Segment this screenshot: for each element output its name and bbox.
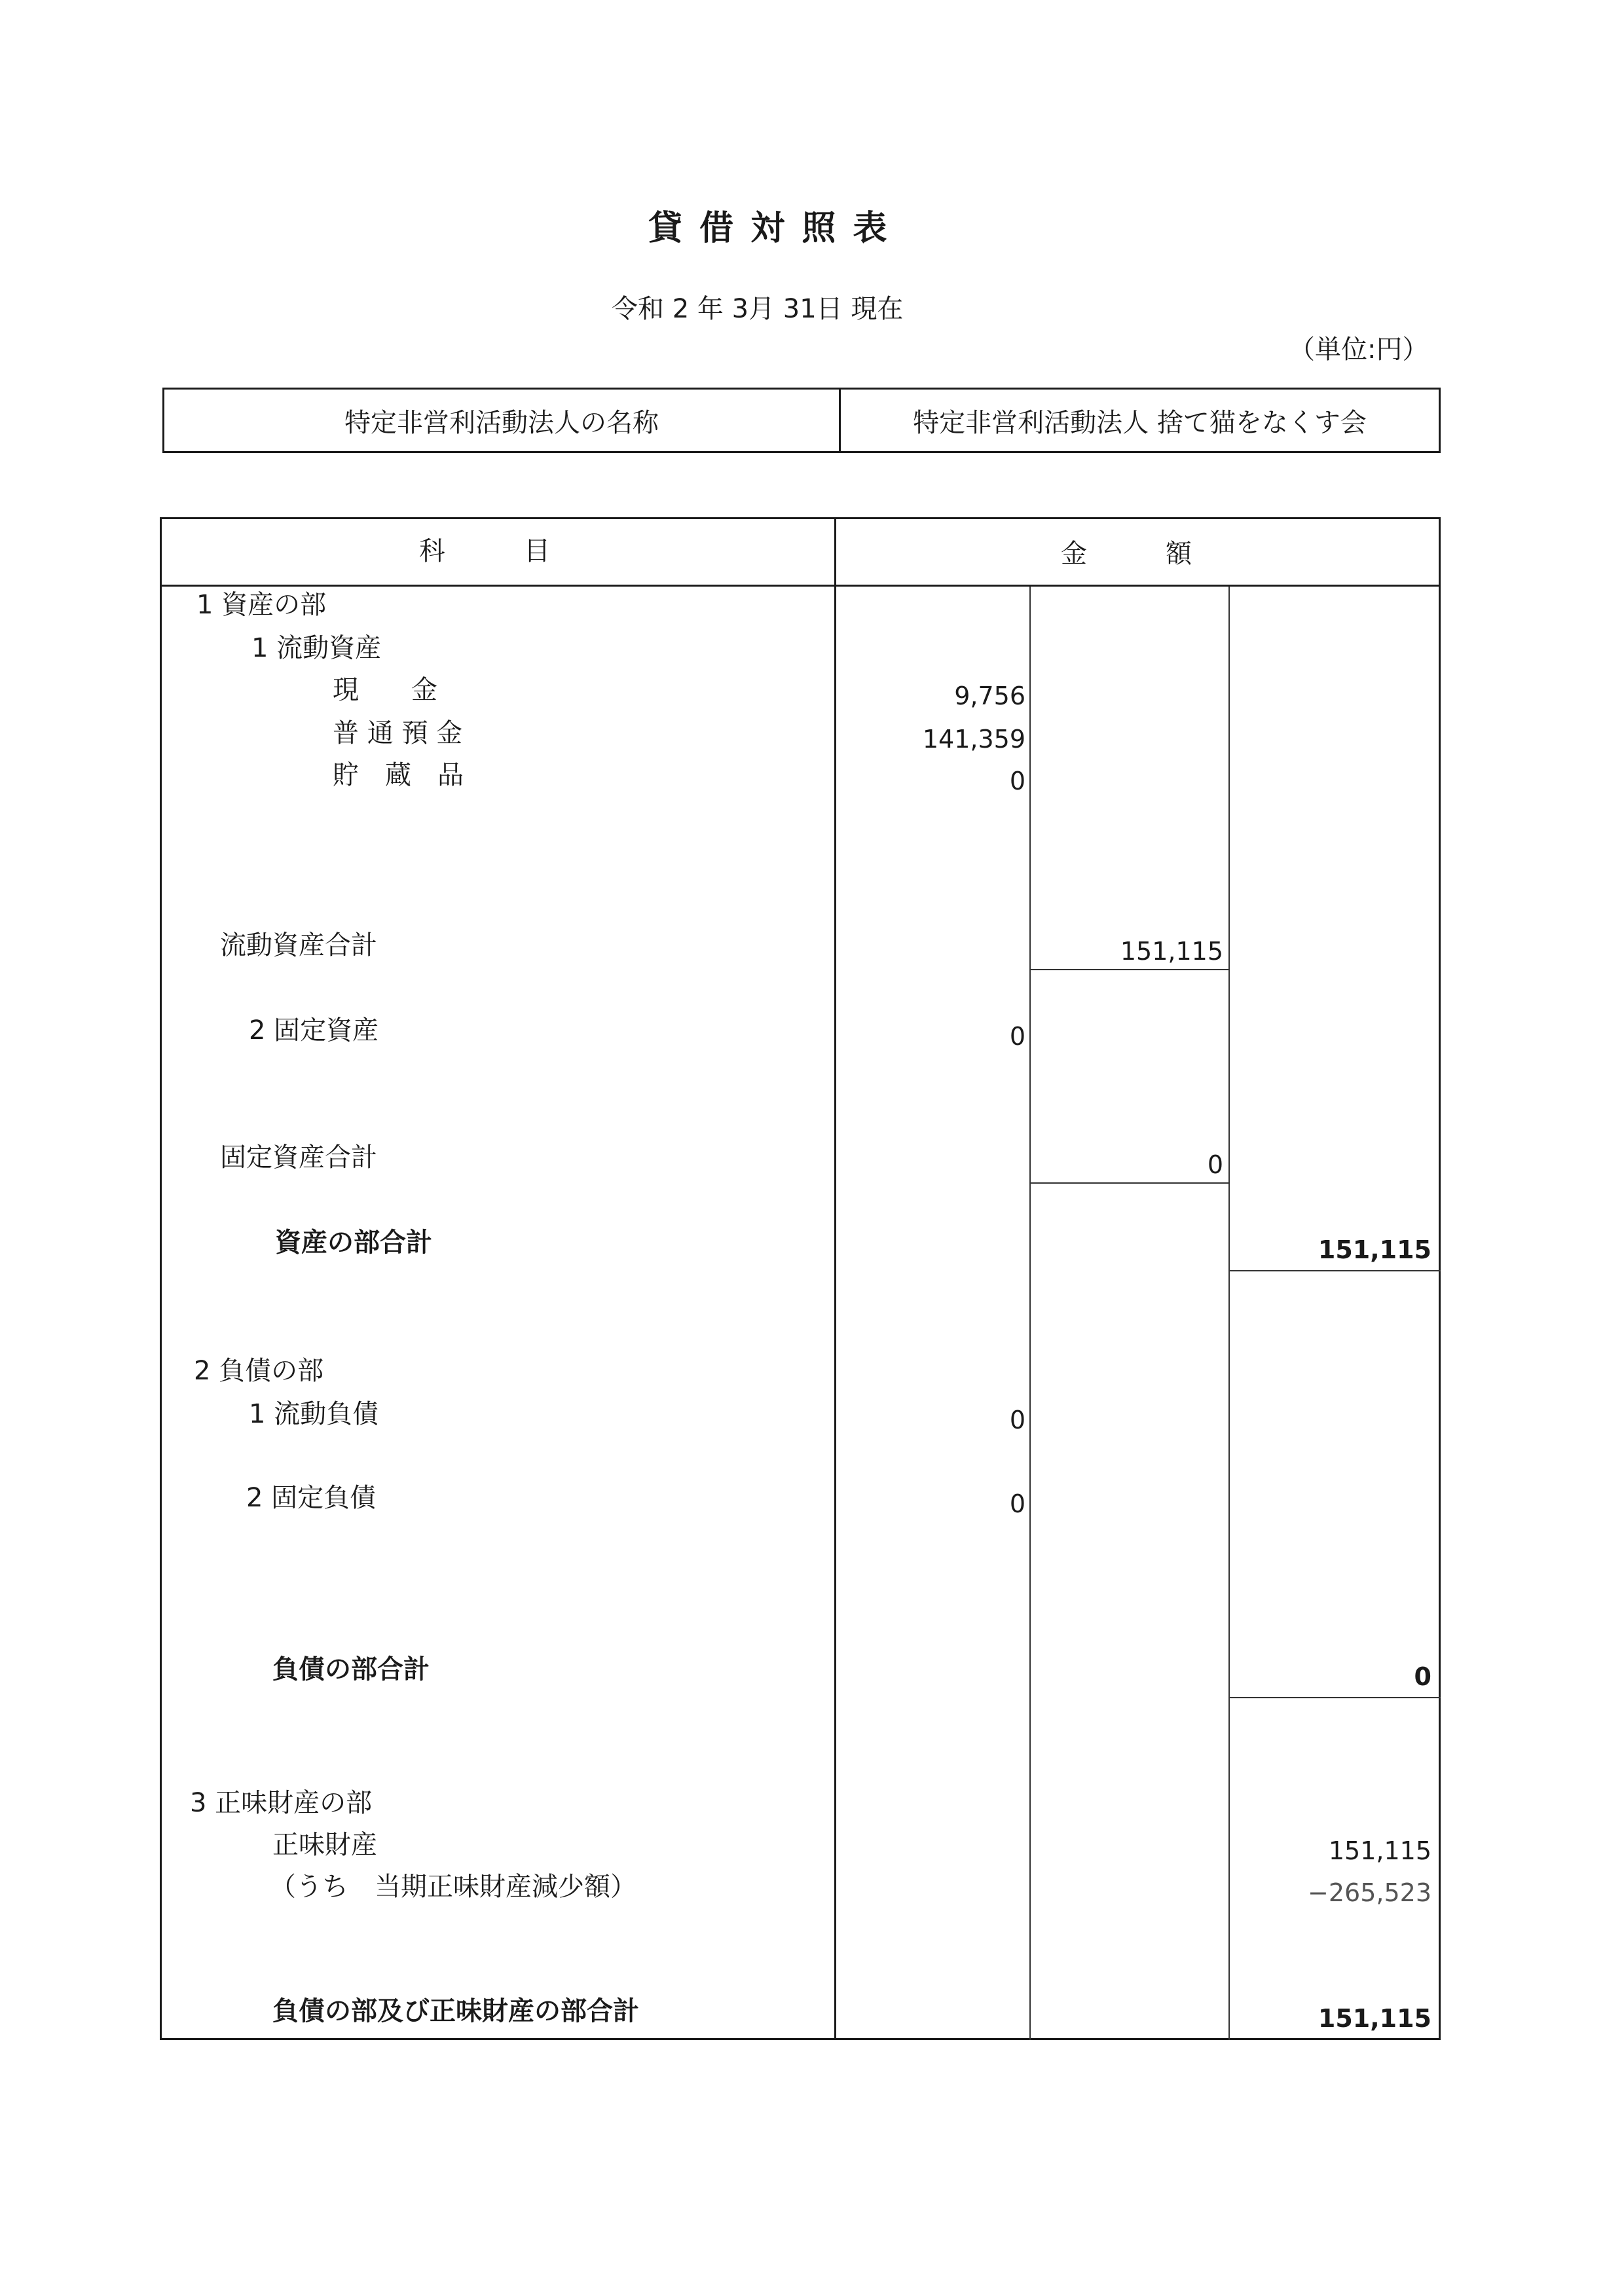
column-divider-item-amount [834,517,836,2040]
current-assets-total-value: 151,115 [1120,937,1223,966]
current-assets-total-label: 流動資産合計 [220,930,377,960]
grand-total-value: 151,115 [1318,2004,1431,2033]
assets-total-label: 資産の部合計 [275,1228,432,1258]
current-assets-label: 1 流動資産 [251,633,382,663]
inventory-label: 貯 蔵 品 [333,760,464,790]
fixed-liabilities-label: 2 固定負債 [246,1483,377,1513]
header-amount: 金 額 [1061,539,1192,569]
net-assets-decrease-label: （うち 当期正味財産減少額） [270,1872,637,1902]
inventory-value: 0 [1009,767,1025,795]
current-liabilities-label: 1 流動負債 [249,1399,379,1429]
cash-label: 現 金 [333,675,437,705]
organization-label: 特定非営利活動法人の名称 [164,389,840,452]
assets-section-label: 1 資産の部 [196,590,327,620]
net-assets-section-label: 3 正味財産の部 [190,1788,373,1818]
fixed-assets-label: 2 固定資産 [249,1015,379,1046]
header-divider [160,585,1441,587]
net-assets-value: 151,115 [1328,1836,1431,1865]
organization-table [162,388,1441,453]
as-of-date: 令和 2 年 3月 31日 現在 [612,294,904,324]
column-divider-amount-1 [1029,587,1031,2040]
fixed-assets-total-underline [1031,1182,1228,1184]
net-assets-decrease-value: −265,523 [1308,1878,1431,1907]
fixed-liabilities-value: 0 [1009,1489,1025,1518]
cash-value: 9,756 [954,682,1025,710]
column-divider-amount-2 [1228,587,1230,2040]
assets-total-underline [1230,1270,1441,1271]
header-item: 科 目 [419,536,550,566]
current-liabilities-value: 0 [1009,1406,1025,1434]
assets-total-value: 151,115 [1318,1235,1431,1264]
net-assets-label: 正味財産 [272,1830,377,1860]
liabilities-total-label: 負債の部合計 [272,1654,430,1685]
current-assets-total-underline [1031,969,1228,970]
liabilities-total-underline [1230,1697,1441,1698]
fixed-assets-total-label: 固定資産合計 [220,1142,377,1173]
organization-name: 特定非営利活動法人 捨て猫をなくす会 [840,389,1440,452]
ordinary-deposit-value: 141,359 [922,725,1025,754]
grand-total-label: 負債の部及び正味財産の部合計 [272,1996,639,2026]
liabilities-section-label: 2 負債の部 [194,1356,324,1386]
fixed-assets-total-value: 0 [1207,1150,1223,1179]
fixed-assets-value: 0 [1009,1022,1025,1051]
document-title: 貸 借 対 照 表 [648,209,890,248]
liabilities-total-value: 0 [1414,1662,1431,1691]
unit-label: （単位:円） [1289,335,1429,365]
ordinary-deposit-label: 普 通 預 金 [333,718,463,748]
